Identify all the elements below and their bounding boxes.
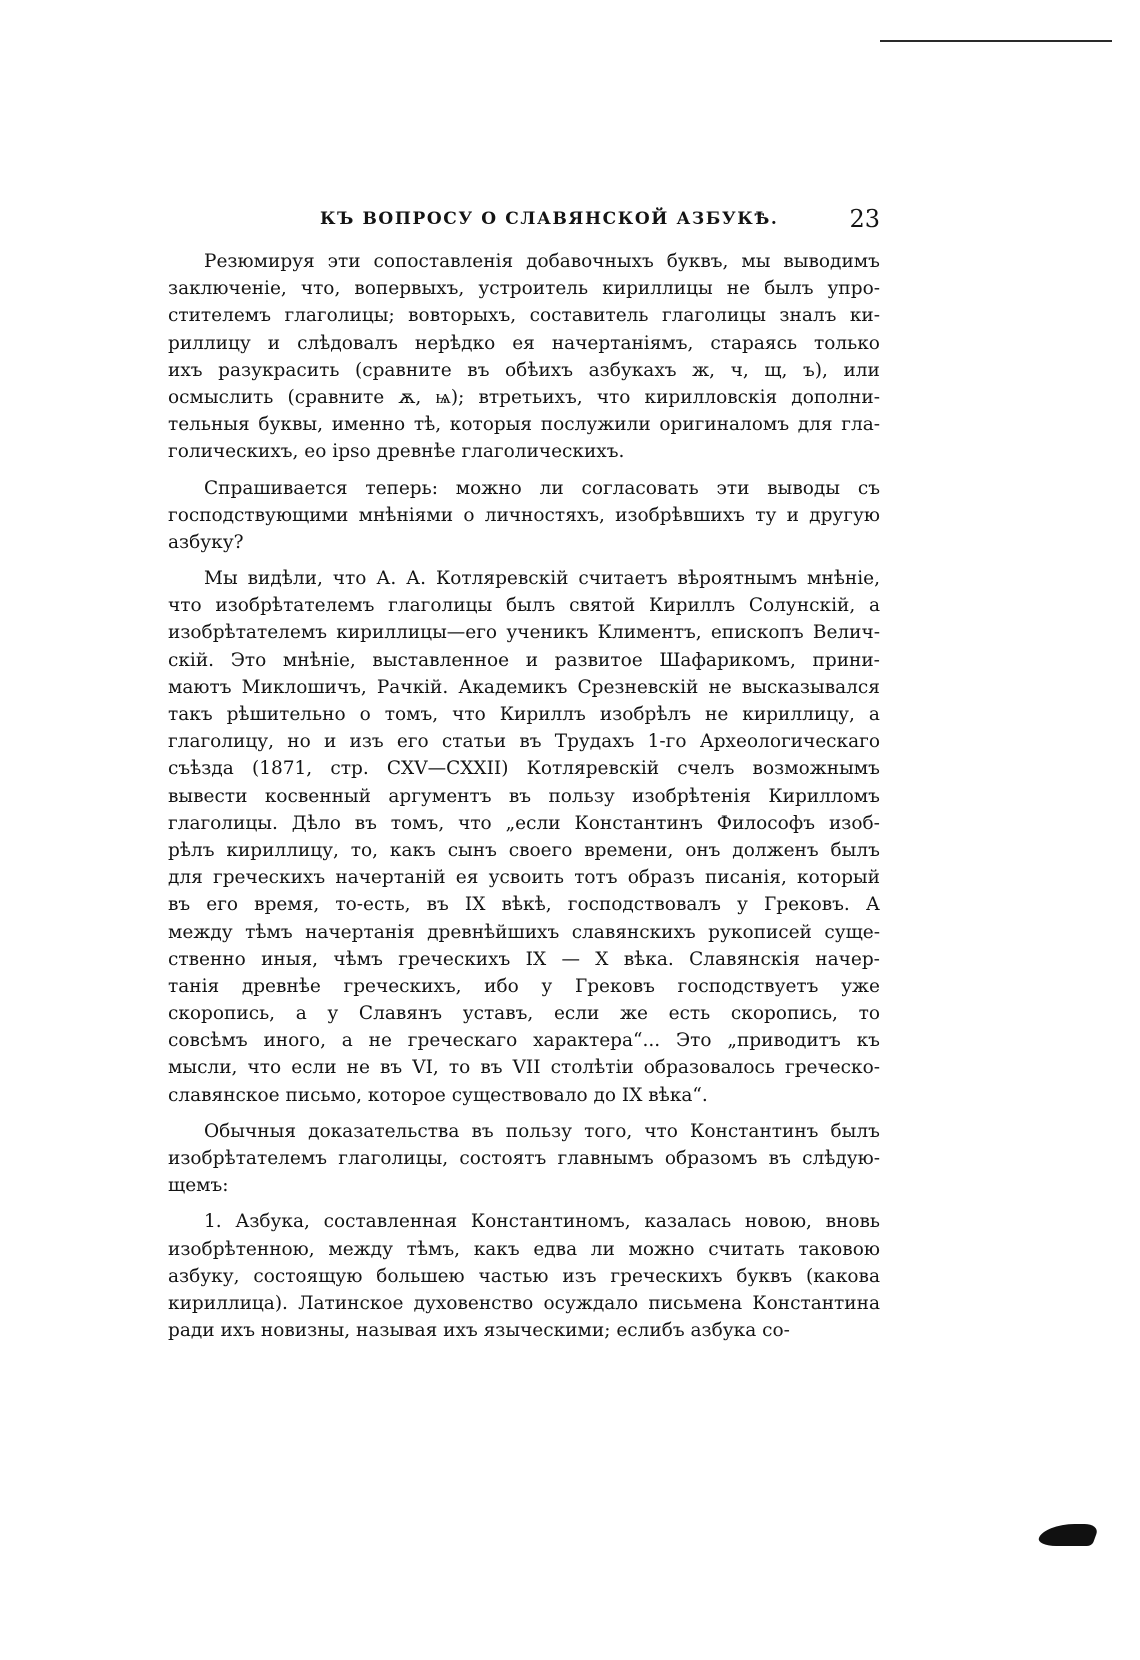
text-line: между тѣмъ начертанія древнѣйшихъ славянскихъ рукописей суще-	[168, 921, 880, 943]
text-line: что изобрѣтателемъ глаголицы былъ святой Кириллъ Солунскій, а	[168, 595, 880, 617]
text-line: такъ рѣшительно о томъ, что Кириллъ изобрѣлъ не кириллицу, а	[168, 704, 880, 725]
text-line: вывести косвенный аргументъ въ пользу изобрѣтенія Кирилломъ	[168, 785, 880, 807]
text-line: осмыслить (сравните ѫ, ѩ); втретьихъ, что кирилловскія дополни-	[168, 386, 880, 408]
text-line: Мы видѣли, что А. А. Котляревскій считаетъ вѣроятнымъ мнѣніе,	[204, 568, 880, 590]
paragraph-gap	[168, 556, 880, 565]
text-line: стителемъ глаголицы; вовторыхъ, составитель глаголицы зналъ ки-	[168, 305, 880, 327]
text-line: ихъ разукрасить (сравните въ обѣихъ азбукахъ ж, ч, щ, ъ), или	[168, 359, 880, 381]
text-line: славянское письмо, которое существовало до IX вѣка“.	[168, 1084, 708, 1106]
text-line: голическихъ, eo ipso древнѣе глаголическихъ.	[168, 441, 625, 463]
text-line: совсѣмъ иного, а не греческаго характера“... Это „приводитъ къ	[168, 1030, 880, 1052]
paragraph	[168, 1118, 880, 1200]
text-line: мысли, что если не въ VI, то въ VII столѣтіи образовалось греческо-	[168, 1057, 880, 1079]
text-line: маютъ Миклошичъ, Рачкій. Академикъ Срезневскій не высказывался	[168, 676, 880, 698]
running-header	[320, 205, 880, 241]
text-line: кириллица). Латинское духовенство осуждало письмена Константина	[168, 1292, 880, 1314]
paragraph-gap	[168, 1109, 880, 1118]
text-line: азбуку?	[168, 531, 244, 553]
text-line: 1. Азбука, составленная Константиномъ, казалась новою, вновь	[204, 1211, 880, 1233]
text-line: изобрѣтателемъ глаголицы, состоятъ главнымъ образомъ въ слѣдую-	[168, 1148, 880, 1169]
paragraph	[168, 1208, 880, 1344]
text-line: Резюмируя эти сопоставленія добавочныхъ буквъ, мы выводимъ	[204, 251, 880, 272]
text-line: съѣзда (1871, стр. CXV—CXXII) Котляревскій счелъ возможнымъ	[168, 758, 880, 780]
text-line: для греческихъ начертаній ея усвоить тотъ образъ писанія, который	[168, 867, 880, 889]
text-line: риллицу и слѣдовалъ нерѣдко ея начертаніямъ, стараясь только	[168, 332, 880, 354]
text-line: глаголицы. Дѣло въ томъ, что „если Константинъ Философъ изоб-	[168, 812, 880, 834]
body-text	[168, 248, 880, 1344]
text-line: изобрѣтателемъ кириллицы—его ученикъ Климентъ, епископъ Велич-	[168, 622, 880, 644]
page-number: 23	[849, 205, 880, 233]
paragraph	[168, 475, 880, 557]
text-line: ственно иныя, чѣмъ греческихъ IX — X вѣка. Славянскія начер-	[168, 948, 880, 970]
top-rule	[880, 40, 1112, 42]
paragraph-gap	[168, 1199, 880, 1208]
text-line: тельныя буквы, именно тѣ, которыя послужили оригиналомъ для гла-	[168, 414, 880, 436]
running-title: КЪ ВОПРОСУ О СЛАВЯНСКОЙ АЗБУКѢ.	[320, 209, 779, 229]
paragraph	[168, 248, 880, 466]
text-line: въ его время, то-есть, въ IX вѣкѣ, господствовалъ у Грековъ. А	[168, 894, 880, 916]
text-line: щемъ:	[168, 1175, 229, 1197]
text-line: заключеніе, что, вопервыхъ, устроитель кириллицы не былъ упро-	[168, 278, 880, 300]
text-line: господствующими мнѣніями о личностяхъ, изобрѣвшихъ ту и другую	[168, 504, 880, 526]
text-line: Обычныя доказательства въ пользу того, что Константинъ былъ	[204, 1120, 880, 1142]
text-line: азбуку, состоящую большею частью изъ греческихъ буквъ (какова	[168, 1265, 880, 1287]
text-line: скоропись, а у Славянъ уставъ, если же есть скоропись, то	[168, 1003, 880, 1025]
text-line: глаголицу, но и изъ его статьи въ Трудахъ 1-го Археологическаго	[168, 731, 880, 753]
ink-blot	[1036, 1524, 1100, 1546]
text-line: рѣлъ кириллицу, то, какъ сынъ своего времени, онъ долженъ былъ	[168, 839, 880, 861]
text-line: скій. Это мнѣніе, выставленное и развитое Шафарикомъ, прини-	[168, 649, 880, 671]
paragraph-gap	[168, 466, 880, 475]
text-line: Спрашивается теперь: можно ли согласовать эти выводы съ	[204, 477, 880, 499]
text-line: танія древнѣе греческихъ, ибо у Грековъ господствуетъ уже	[168, 975, 880, 997]
text-line: ради ихъ новизны, называя ихъ языческими; еслибъ азбука со-	[168, 1320, 790, 1342]
text-line: изобрѣтенною, между тѣмъ, какъ едва ли можно считать таковою	[168, 1238, 880, 1260]
paragraph	[168, 565, 880, 1109]
